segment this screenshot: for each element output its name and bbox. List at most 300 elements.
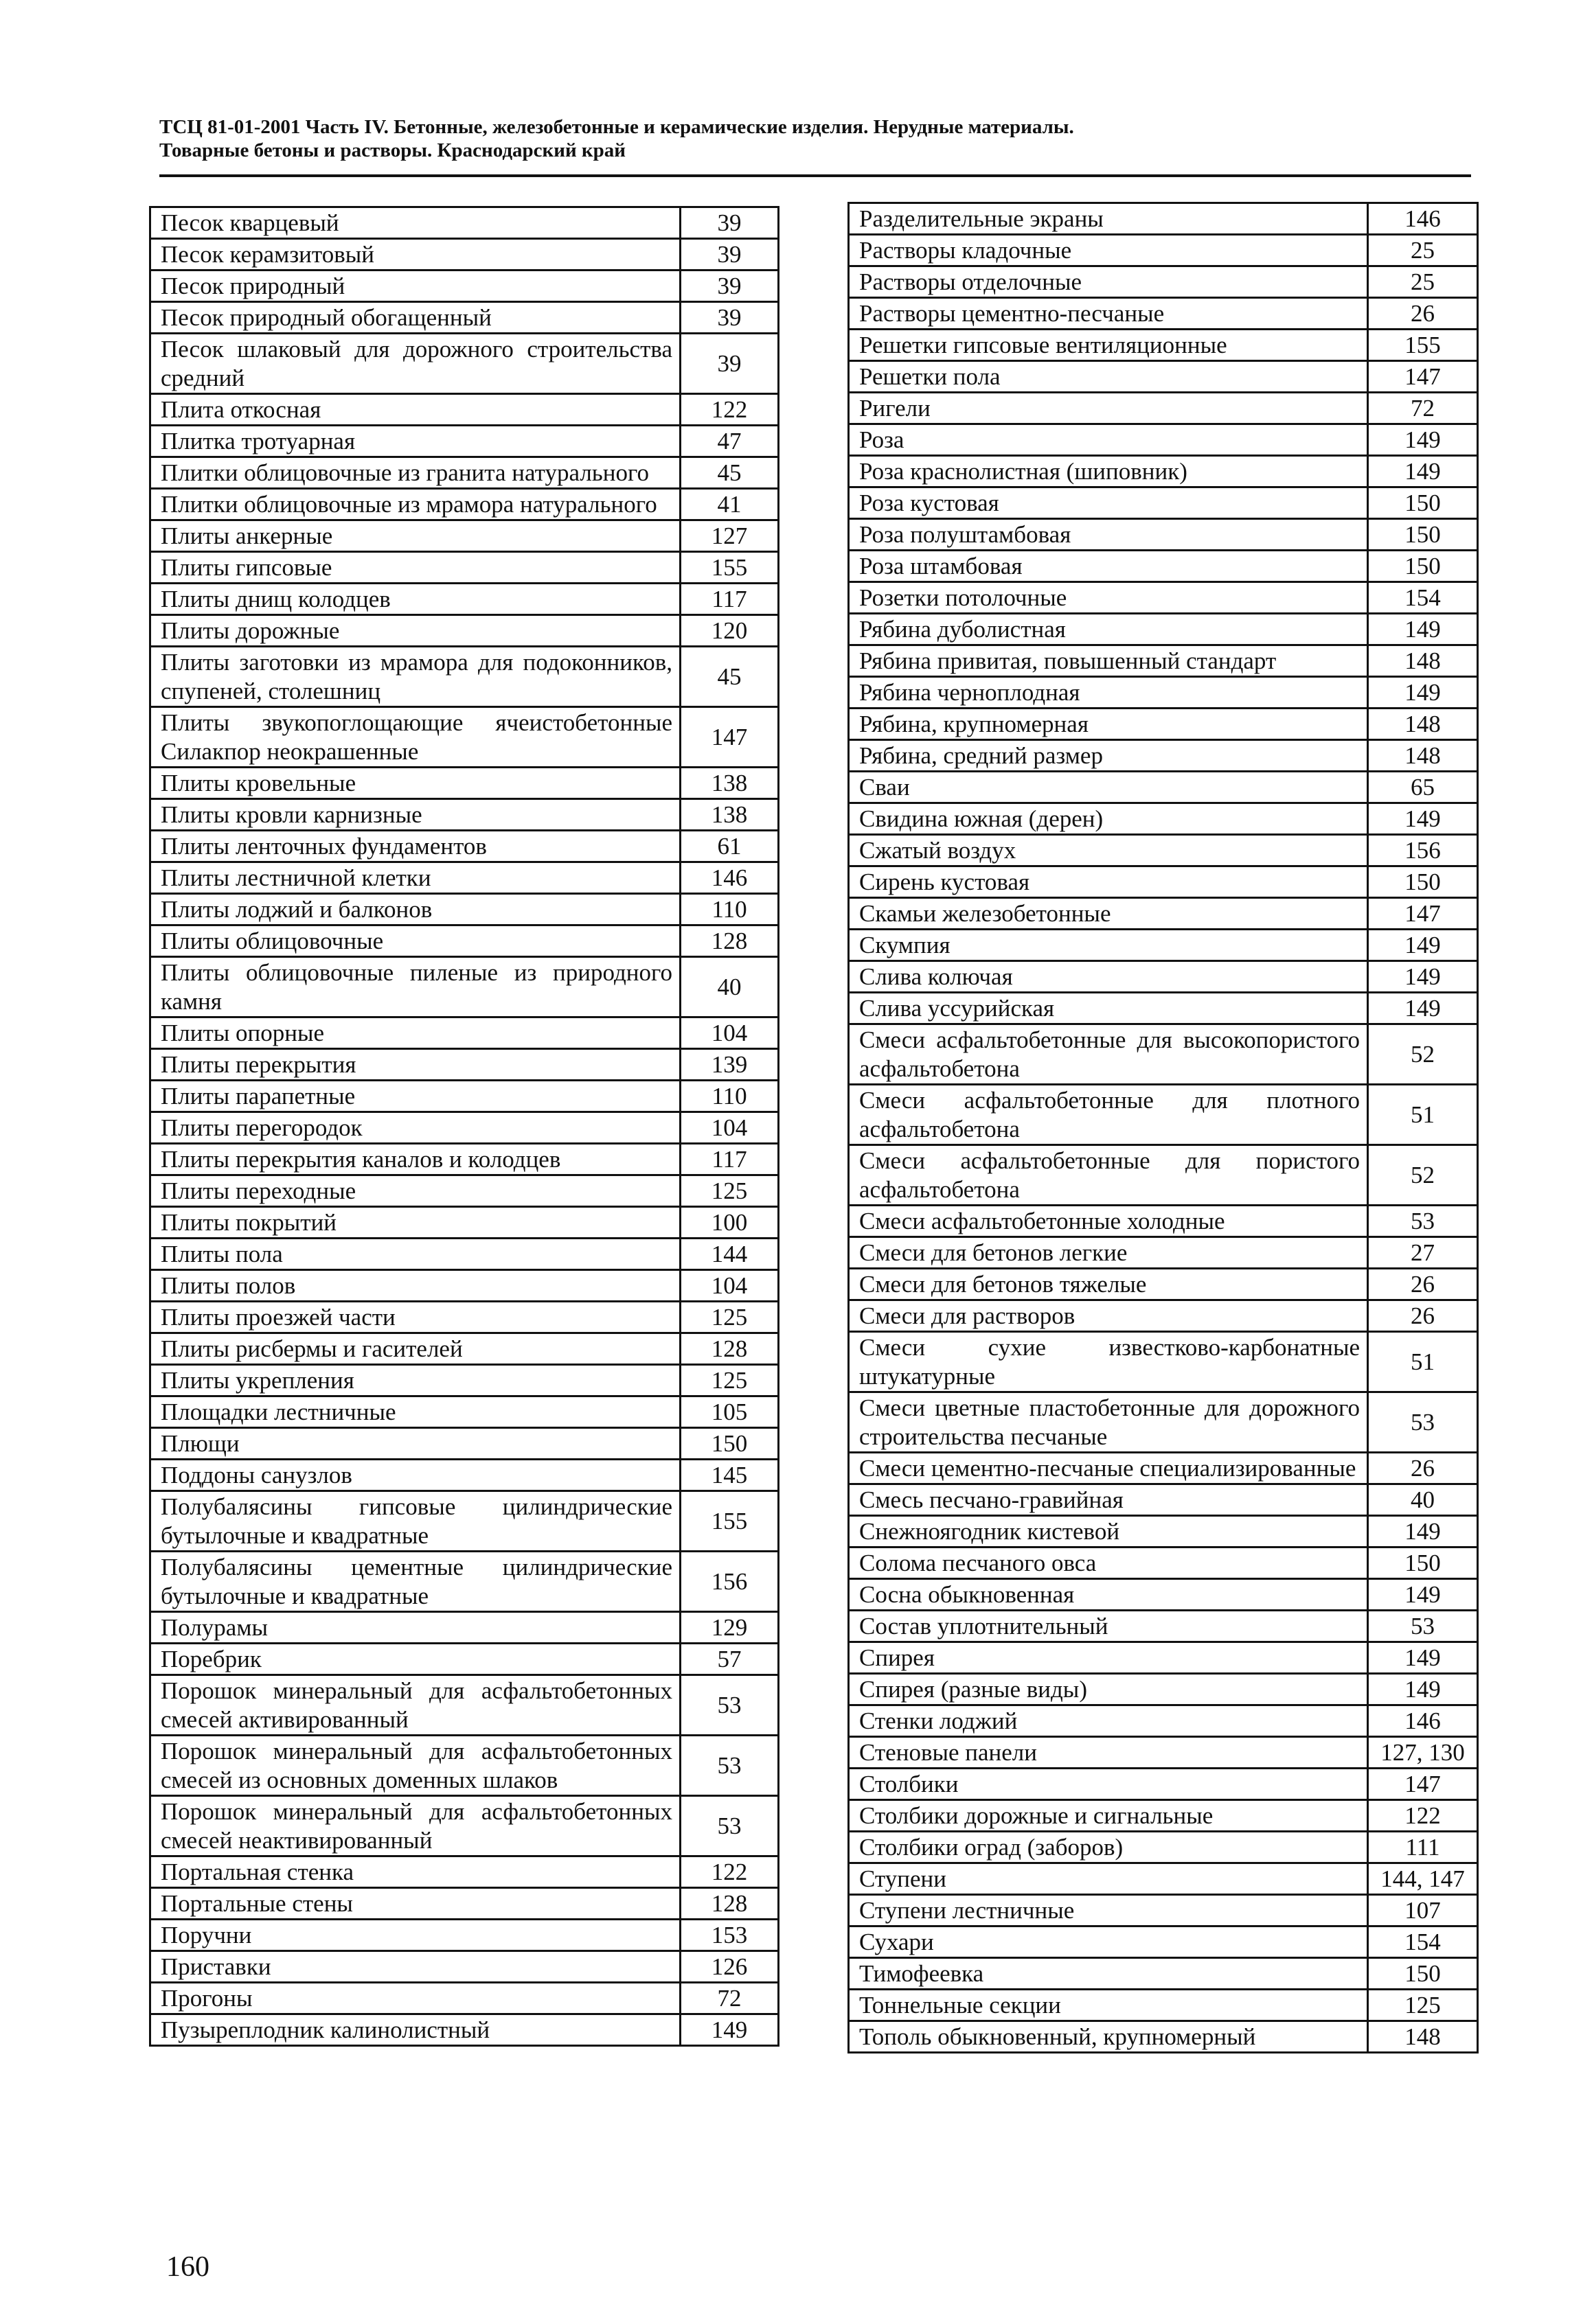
index-page-ref: 72 bbox=[1368, 393, 1478, 424]
index-term: Разделительные экраны bbox=[849, 203, 1368, 235]
index-row bbox=[849, 1832, 1478, 1863]
index-term: Слива уссурийская bbox=[849, 993, 1368, 1024]
index-page-ref: 26 bbox=[1368, 1453, 1478, 1484]
index-row bbox=[150, 615, 779, 647]
index-term: Плиты днищ колодцев bbox=[150, 584, 681, 615]
index-term: Плиты гипсовые bbox=[150, 552, 681, 584]
index-row bbox=[849, 1895, 1478, 1926]
index-row bbox=[849, 866, 1478, 898]
index-row bbox=[150, 302, 779, 334]
index-row bbox=[849, 709, 1478, 740]
index-page-ref: 154 bbox=[1368, 1926, 1478, 1958]
index-row bbox=[150, 1460, 779, 1491]
index-page-ref: 51 bbox=[1368, 1085, 1478, 1145]
index-row bbox=[849, 235, 1478, 266]
index-row bbox=[849, 898, 1478, 930]
index-row bbox=[849, 361, 1478, 393]
index-page-ref: 45 bbox=[681, 647, 779, 707]
index-page-ref: 125 bbox=[681, 1365, 779, 1396]
index-page-ref: 122 bbox=[681, 394, 779, 426]
index-row bbox=[849, 487, 1478, 519]
index-page-ref: 144, 147 bbox=[1368, 1863, 1478, 1895]
index-term: Рябина черноплодная bbox=[849, 677, 1368, 709]
index-term: Плитка тротуарная bbox=[150, 426, 681, 457]
index-term: Тимофеевка bbox=[849, 1958, 1368, 1990]
index-term: Смеси сухие известково-карбонатные штукатурные bbox=[849, 1332, 1368, 1392]
index-term: Плиты заготовки из мрамора для подоконников, спупеней, столешниц bbox=[150, 647, 681, 707]
index-row bbox=[849, 930, 1478, 961]
index-row bbox=[150, 520, 779, 552]
index-term: Растворы отделочные bbox=[849, 266, 1368, 298]
index-page-ref: 146 bbox=[1368, 203, 1478, 235]
index-page-ref: 156 bbox=[1368, 835, 1478, 866]
index-term: Смеси цветные пластобетонные для дорожного строительства песчаные bbox=[849, 1392, 1368, 1453]
index-term: Поддоны санузлов bbox=[150, 1460, 681, 1491]
index-row bbox=[849, 614, 1478, 645]
index-term: Розетки потолочные bbox=[849, 582, 1368, 614]
index-page-ref: 51 bbox=[1368, 1332, 1478, 1392]
index-page-ref: 52 bbox=[1368, 1024, 1478, 1085]
index-page-ref: 149 bbox=[1368, 1516, 1478, 1548]
index-row bbox=[849, 1237, 1478, 1269]
header-line-2: Товарные бетоны и растворы. Краснодарский край bbox=[159, 139, 626, 161]
index-page-ref: 147 bbox=[1368, 1769, 1478, 1800]
index-row bbox=[849, 1024, 1478, 1085]
index-term: Портальная стенка bbox=[150, 1856, 681, 1888]
index-row bbox=[849, 330, 1478, 361]
index-page-ref: 125 bbox=[681, 1175, 779, 1207]
index-page-ref: 39 bbox=[681, 239, 779, 271]
index-row bbox=[849, 677, 1478, 709]
index-term: Снежноягодник кистевой bbox=[849, 1516, 1368, 1548]
index-row bbox=[150, 799, 779, 831]
index-term: Плиты перекрытия каналов и колодцев bbox=[150, 1144, 681, 1175]
index-term: Плиты рисбермы и гасителей bbox=[150, 1333, 681, 1365]
index-page-ref: 127 bbox=[681, 520, 779, 552]
index-row bbox=[849, 835, 1478, 866]
index-page-ref: 117 bbox=[681, 1144, 779, 1175]
index-page-ref: 148 bbox=[1368, 740, 1478, 772]
index-page-ref: 107 bbox=[1368, 1895, 1478, 1926]
index-page-ref: 149 bbox=[1368, 424, 1478, 456]
index-page-ref: 57 bbox=[681, 1644, 779, 1675]
index-page-ref: 120 bbox=[681, 615, 779, 647]
index-row bbox=[849, 1300, 1478, 1332]
index-page-ref: 150 bbox=[1368, 487, 1478, 519]
index-row bbox=[849, 1611, 1478, 1642]
index-page-ref: 150 bbox=[1368, 1548, 1478, 1579]
index-term: Смеси асфальтобетонные для плотного асфальтобетона bbox=[849, 1085, 1368, 1145]
index-row bbox=[150, 1239, 779, 1270]
index-page-ref: 147 bbox=[681, 707, 779, 768]
index-row bbox=[849, 1579, 1478, 1611]
index-term: Поручни bbox=[150, 1920, 681, 1951]
index-page-ref: 45 bbox=[681, 457, 779, 489]
index-page-ref: 147 bbox=[1368, 361, 1478, 393]
index-page-ref: 150 bbox=[1368, 866, 1478, 898]
index-row bbox=[150, 768, 779, 799]
index-row bbox=[150, 426, 779, 457]
index-term: Плиты анкерные bbox=[150, 520, 681, 552]
index-term: Песок керамзитовый bbox=[150, 239, 681, 271]
index-term: Плита откосная bbox=[150, 394, 681, 426]
index-term: Смеси асфальтобетонные для высокопористого асфальтобетона bbox=[849, 1024, 1368, 1085]
index-row bbox=[150, 831, 779, 862]
index-row bbox=[150, 1951, 779, 1983]
index-row bbox=[849, 266, 1478, 298]
index-term: Смеси для бетонов тяжелые bbox=[849, 1269, 1368, 1300]
index-term: Полубалясины гипсовые цилиндрические бутылочные и квадратные bbox=[150, 1491, 681, 1552]
index-row bbox=[849, 961, 1478, 993]
index-row bbox=[150, 1365, 779, 1396]
index-page-ref: 26 bbox=[1368, 1300, 1478, 1332]
index-page-ref: 150 bbox=[681, 1428, 779, 1460]
index-term: Порошок минеральный для асфальтобетонных смесей активированный bbox=[150, 1675, 681, 1736]
index-page-ref: 53 bbox=[1368, 1392, 1478, 1453]
index-row bbox=[150, 1144, 779, 1175]
index-page-ref: 147 bbox=[1368, 898, 1478, 930]
index-term: Слива колючая bbox=[849, 961, 1368, 993]
index-row bbox=[150, 1888, 779, 1920]
index-row bbox=[849, 393, 1478, 424]
index-term: Состав уплотнительный bbox=[849, 1611, 1368, 1642]
index-term: Плиты дорожные bbox=[150, 615, 681, 647]
index-row bbox=[150, 1920, 779, 1951]
index-row bbox=[849, 203, 1478, 235]
index-row bbox=[150, 894, 779, 925]
index-term: Ступени лестничные bbox=[849, 1895, 1368, 1926]
index-term: Смеси асфальтобетонные холодные bbox=[849, 1206, 1368, 1237]
index-term: Плиты лестничной клетки bbox=[150, 862, 681, 894]
index-page-ref: 155 bbox=[681, 1491, 779, 1552]
index-term: Сваи bbox=[849, 772, 1368, 803]
index-term: Плиты покрытий bbox=[150, 1207, 681, 1239]
index-row bbox=[849, 582, 1478, 614]
index-term: Плющи bbox=[150, 1428, 681, 1460]
right-index-body bbox=[849, 203, 1478, 2053]
index-page-ref: 72 bbox=[681, 1983, 779, 2014]
index-term: Рябина, крупномерная bbox=[849, 709, 1368, 740]
index-page-ref: 39 bbox=[681, 334, 779, 394]
index-page-ref: 149 bbox=[1368, 1579, 1478, 1611]
index-page-ref: 128 bbox=[681, 925, 779, 957]
index-row bbox=[849, 424, 1478, 456]
index-term: Смеси цементно-песчаные специализированные bbox=[849, 1453, 1368, 1484]
index-row bbox=[150, 1207, 779, 1239]
index-page-ref: 127, 130 bbox=[1368, 1737, 1478, 1769]
index-page-ref: 53 bbox=[1368, 1206, 1478, 1237]
index-term: Плиты лоджий и балконов bbox=[150, 894, 681, 925]
index-row bbox=[849, 298, 1478, 330]
index-term: Скумпия bbox=[849, 930, 1368, 961]
index-term: Тоннельные секции bbox=[849, 1990, 1368, 2021]
index-row bbox=[150, 1081, 779, 1112]
index-row bbox=[150, 1333, 779, 1365]
index-page-ref: 126 bbox=[681, 1951, 779, 1983]
index-page-ref: 149 bbox=[1368, 1642, 1478, 1674]
index-term: Песок шлаковый для дорожного строительства средний bbox=[150, 334, 681, 394]
index-row bbox=[849, 1800, 1478, 1832]
index-page-ref: 53 bbox=[681, 1796, 779, 1856]
index-row bbox=[150, 457, 779, 489]
index-row bbox=[150, 862, 779, 894]
index-term: Рябина дуболистная bbox=[849, 614, 1368, 645]
index-row bbox=[849, 1085, 1478, 1145]
index-row bbox=[849, 993, 1478, 1024]
index-row bbox=[849, 1769, 1478, 1800]
index-term: Плиты кровли карнизные bbox=[150, 799, 681, 831]
index-page-ref: 26 bbox=[1368, 1269, 1478, 1300]
index-row bbox=[150, 1736, 779, 1796]
index-page-ref: 122 bbox=[681, 1856, 779, 1888]
index-page-ref: 150 bbox=[1368, 551, 1478, 582]
index-row bbox=[849, 1642, 1478, 1674]
index-term: Спирея bbox=[849, 1642, 1368, 1674]
index-page-ref: 149 bbox=[1368, 803, 1478, 835]
index-term: Растворы кладочные bbox=[849, 235, 1368, 266]
index-term: Приставки bbox=[150, 1951, 681, 1983]
index-term: Плиты укрепления bbox=[150, 1365, 681, 1396]
index-term: Плиты пола bbox=[150, 1239, 681, 1270]
index-row bbox=[849, 456, 1478, 487]
index-row bbox=[150, 647, 779, 707]
index-term: Портальные стены bbox=[150, 1888, 681, 1920]
index-page-ref: 125 bbox=[681, 1302, 779, 1333]
index-term: Пузыреплодник калинолистный bbox=[150, 2014, 681, 2046]
header-line-1: ТСЦ 81-01-2001 Часть IV. Бетонные, железобетонные и керамические изделия. Нерудные материалы. bbox=[159, 116, 1074, 138]
index-row bbox=[150, 1796, 779, 1856]
index-page-ref: 129 bbox=[681, 1612, 779, 1644]
index-page-ref: 117 bbox=[681, 584, 779, 615]
index-page-ref: 65 bbox=[1368, 772, 1478, 803]
index-page-ref: 149 bbox=[1368, 993, 1478, 1024]
index-term: Песок природный bbox=[150, 271, 681, 302]
index-term: Рябина, средний размер bbox=[849, 740, 1368, 772]
index-row bbox=[150, 1112, 779, 1144]
index-page-ref: 53 bbox=[681, 1736, 779, 1796]
index-term: Сирень кустовая bbox=[849, 866, 1368, 898]
index-term: Смеси асфальтобетонные для пористого асфальтобетона bbox=[849, 1145, 1368, 1206]
index-term: Плиты перегородок bbox=[150, 1112, 681, 1144]
index-page-ref: 146 bbox=[681, 862, 779, 894]
index-row bbox=[150, 1552, 779, 1612]
index-row bbox=[849, 1392, 1478, 1453]
index-term: Плиты перекрытия bbox=[150, 1049, 681, 1081]
index-term: Плиты звукопоглощающие ячеистобетонные Силакпор неокрашенные bbox=[150, 707, 681, 768]
index-row bbox=[849, 1484, 1478, 1516]
index-page-ref: 40 bbox=[1368, 1484, 1478, 1516]
index-term: Порошок минеральный для асфальтобетонных смесей из основных доменных шлаков bbox=[150, 1736, 681, 1796]
index-page-ref: 155 bbox=[681, 552, 779, 584]
index-term: Песок природный обогащенный bbox=[150, 302, 681, 334]
index-row bbox=[849, 2021, 1478, 2053]
index-row bbox=[150, 334, 779, 394]
index-term: Прогоны bbox=[150, 1983, 681, 2014]
index-row bbox=[150, 925, 779, 957]
index-page-ref: 149 bbox=[1368, 614, 1478, 645]
index-page-ref: 146 bbox=[1368, 1705, 1478, 1737]
index-term: Смесь песчано-гравийная bbox=[849, 1484, 1368, 1516]
index-term: Плиты облицовочные bbox=[150, 925, 681, 957]
index-term: Плиты полов bbox=[150, 1270, 681, 1302]
index-term: Плиты облицовочные пиленые из природного камня bbox=[150, 957, 681, 1017]
index-term: Решетки гипсовые вентиляционные bbox=[849, 330, 1368, 361]
index-term: Спирея (разные виды) bbox=[849, 1674, 1368, 1705]
index-term: Плитки облицовочные из гранита натурального bbox=[150, 457, 681, 489]
index-page-ref: 144 bbox=[681, 1239, 779, 1270]
index-term: Роза краснолистная (шиповник) bbox=[849, 456, 1368, 487]
index-page-ref: 145 bbox=[681, 1460, 779, 1491]
index-term: Сосна обыкновенная bbox=[849, 1579, 1368, 1611]
index-page-ref: 125 bbox=[1368, 1990, 1478, 2021]
index-term: Свидина южная (дерен) bbox=[849, 803, 1368, 835]
index-term: Плиты опорные bbox=[150, 1017, 681, 1049]
index-page-ref: 40 bbox=[681, 957, 779, 1017]
index-term: Растворы цементно-песчаные bbox=[849, 298, 1368, 330]
index-page-ref: 47 bbox=[681, 426, 779, 457]
index-term: Смеси для растворов bbox=[849, 1300, 1368, 1332]
index-page-ref: 155 bbox=[1368, 330, 1478, 361]
index-page-ref: 153 bbox=[681, 1920, 779, 1951]
index-row bbox=[150, 957, 779, 1017]
index-row bbox=[150, 707, 779, 768]
index-term: Ригели bbox=[849, 393, 1368, 424]
index-page-ref: 154 bbox=[1368, 582, 1478, 614]
index-row bbox=[849, 645, 1478, 677]
index-page-ref: 122 bbox=[1368, 1800, 1478, 1832]
index-row bbox=[849, 1705, 1478, 1737]
index-row bbox=[150, 239, 779, 271]
index-page-ref: 39 bbox=[681, 271, 779, 302]
index-page-ref: 148 bbox=[1368, 645, 1478, 677]
index-term: Полурамы bbox=[150, 1612, 681, 1644]
index-term: Плитки облицовочные из мрамора натурального bbox=[150, 489, 681, 520]
index-page-ref: 25 bbox=[1368, 266, 1478, 298]
index-term: Роза bbox=[849, 424, 1368, 456]
index-row bbox=[849, 1206, 1478, 1237]
index-page-ref: 149 bbox=[1368, 930, 1478, 961]
index-page-ref: 110 bbox=[681, 894, 779, 925]
index-page-ref: 110 bbox=[681, 1081, 779, 1112]
index-page-ref: 138 bbox=[681, 768, 779, 799]
index-page-ref: 104 bbox=[681, 1112, 779, 1144]
index-row bbox=[849, 1332, 1478, 1392]
left-index-body bbox=[150, 207, 779, 2046]
index-term: Полубалясины цементные цилиндрические бутылочные и квадратные bbox=[150, 1552, 681, 1612]
index-row bbox=[150, 1612, 779, 1644]
index-term: Плиты парапетные bbox=[150, 1081, 681, 1112]
index-term: Поребрик bbox=[150, 1644, 681, 1675]
index-term: Столбики оград (заборов) bbox=[849, 1832, 1368, 1863]
index-page-ref: 111 bbox=[1368, 1832, 1478, 1863]
index-term: Столбики дорожные и сигнальные bbox=[849, 1800, 1368, 1832]
index-page-ref: 26 bbox=[1368, 298, 1478, 330]
index-term: Стеновые панели bbox=[849, 1737, 1368, 1769]
index-row bbox=[849, 1863, 1478, 1895]
index-row bbox=[150, 1017, 779, 1049]
index-term: Смеси для бетонов легкие bbox=[849, 1237, 1368, 1269]
index-term: Сжатый воздух bbox=[849, 835, 1368, 866]
index-row bbox=[150, 1270, 779, 1302]
index-row bbox=[150, 1049, 779, 1081]
index-row bbox=[150, 1491, 779, 1552]
right-index-table bbox=[847, 202, 1479, 2053]
index-row bbox=[849, 1737, 1478, 1769]
index-term: Роза полуштамбовая bbox=[849, 519, 1368, 551]
index-row bbox=[150, 584, 779, 615]
index-row bbox=[849, 772, 1478, 803]
index-page-ref: 149 bbox=[1368, 1674, 1478, 1705]
index-page-ref: 104 bbox=[681, 1017, 779, 1049]
index-page-ref: 128 bbox=[681, 1333, 779, 1365]
index-page-ref: 149 bbox=[1368, 456, 1478, 487]
index-page-ref: 149 bbox=[681, 2014, 779, 2046]
index-term: Рябина привитая, повышенный стандарт bbox=[849, 645, 1368, 677]
index-term: Солома песчаного овса bbox=[849, 1548, 1368, 1579]
index-row bbox=[849, 1516, 1478, 1548]
index-page-ref: 150 bbox=[1368, 1958, 1478, 1990]
index-term: Плиты ленточных фундаментов bbox=[150, 831, 681, 862]
index-page-ref: 104 bbox=[681, 1270, 779, 1302]
index-row bbox=[150, 489, 779, 520]
index-page-ref: 53 bbox=[681, 1675, 779, 1736]
index-page-ref: 150 bbox=[1368, 519, 1478, 551]
index-row bbox=[150, 1396, 779, 1428]
index-term: Роза кустовая bbox=[849, 487, 1368, 519]
index-row bbox=[849, 1269, 1478, 1300]
index-page-ref: 149 bbox=[1368, 677, 1478, 709]
index-row bbox=[150, 1175, 779, 1207]
index-term: Плиты проезжей части bbox=[150, 1302, 681, 1333]
index-page-ref: 156 bbox=[681, 1552, 779, 1612]
index-term: Площадки лестничные bbox=[150, 1396, 681, 1428]
index-term: Плиты кровельные bbox=[150, 768, 681, 799]
index-row bbox=[849, 1145, 1478, 1206]
index-row bbox=[849, 1958, 1478, 1990]
index-term: Роза штамбовая bbox=[849, 551, 1368, 582]
index-page-ref: 128 bbox=[681, 1888, 779, 1920]
index-page-ref: 53 bbox=[1368, 1611, 1478, 1642]
index-page-ref: 148 bbox=[1368, 709, 1478, 740]
index-term: Стенки лоджий bbox=[849, 1705, 1368, 1737]
index-page-ref: 139 bbox=[681, 1049, 779, 1081]
header-rule bbox=[159, 174, 1471, 177]
index-row bbox=[150, 1675, 779, 1736]
index-row bbox=[150, 207, 779, 239]
index-term: Столбики bbox=[849, 1769, 1368, 1800]
index-page-ref: 52 bbox=[1368, 1145, 1478, 1206]
page-number: 160 bbox=[166, 2251, 209, 2283]
index-row bbox=[849, 551, 1478, 582]
index-row bbox=[849, 1674, 1478, 1705]
index-page-ref: 138 bbox=[681, 799, 779, 831]
index-term: Сухари bbox=[849, 1926, 1368, 1958]
index-row bbox=[849, 740, 1478, 772]
index-page-ref: 39 bbox=[681, 207, 779, 239]
index-term: Скамьи железобетонные bbox=[849, 898, 1368, 930]
index-row bbox=[849, 803, 1478, 835]
index-term: Песок кварцевый bbox=[150, 207, 681, 239]
index-page-ref: 105 bbox=[681, 1396, 779, 1428]
index-page-ref: 61 bbox=[681, 831, 779, 862]
index-page-ref: 100 bbox=[681, 1207, 779, 1239]
index-page-ref: 25 bbox=[1368, 235, 1478, 266]
index-row bbox=[849, 1926, 1478, 1958]
index-row bbox=[150, 271, 779, 302]
index-row bbox=[150, 2014, 779, 2046]
index-row bbox=[849, 1548, 1478, 1579]
index-row bbox=[150, 1302, 779, 1333]
